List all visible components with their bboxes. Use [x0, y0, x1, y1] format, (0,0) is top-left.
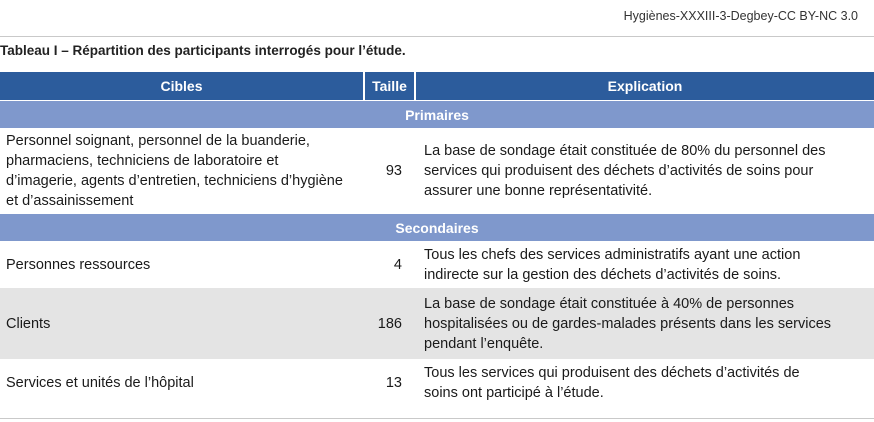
- table-row: [0, 288, 874, 359]
- header-explication: Explication: [415, 72, 874, 101]
- cell-cible: Personnes ressources: [0, 241, 364, 288]
- cell-taille: 4: [364, 241, 415, 288]
- cell-explication: La base de sondage était constituée à 40% de personnes hospitalisées ou de gardes-malades présents dans les services pendant l’enquête.: [415, 288, 874, 359]
- table-caption: Tableau I – Répartition des participants interrogés pour l’étude.: [0, 43, 406, 58]
- header-cibles: Cibles: [0, 72, 364, 101]
- cell-taille: 93: [364, 128, 415, 214]
- header-taille: Taille: [364, 72, 415, 101]
- table-row: [0, 359, 874, 407]
- bottom-rule: [0, 418, 874, 419]
- header-bar: [0, 0, 874, 37]
- section-label: Primaires: [0, 101, 874, 129]
- section-label: Secondaires: [0, 214, 874, 242]
- cell-cible: Personnel soignant, personnel de la buanderie, pharmaciens, techniciens de laboratoire et d’imagerie, agents d’entretien, techniciens d’hygiène et d’assainissement: [0, 128, 364, 214]
- cell-explication: Tous les chefs des services administratifs ayant une action indirecte sur la gestion des déchets d’activités de soins.: [415, 241, 874, 288]
- cell-taille: 186: [364, 288, 415, 359]
- source-credit: Hygiènes-XXXIII-3-Degbey-CC BY-NC 3.0: [623, 9, 858, 23]
- cell-cible: Services et unités de l’hôpital: [0, 359, 364, 407]
- table-row: [0, 128, 874, 214]
- cell-explication: La base de sondage était constituée de 80% du personnel des services qui produisent des déchets d’activités de soins pour assurer une bonne représentativité.: [415, 128, 874, 214]
- section-row-secondaires: [0, 214, 874, 242]
- cell-taille: 13: [364, 359, 415, 407]
- cell-cible: Clients: [0, 288, 364, 359]
- section-row-primaires: [0, 101, 874, 129]
- participants-table: [0, 72, 874, 407]
- table-header-row: [0, 72, 874, 101]
- cell-explication: Tous les services qui produisent des déchets d’activités de soins ont participé à l’étude.: [415, 359, 874, 407]
- table-row: [0, 241, 874, 288]
